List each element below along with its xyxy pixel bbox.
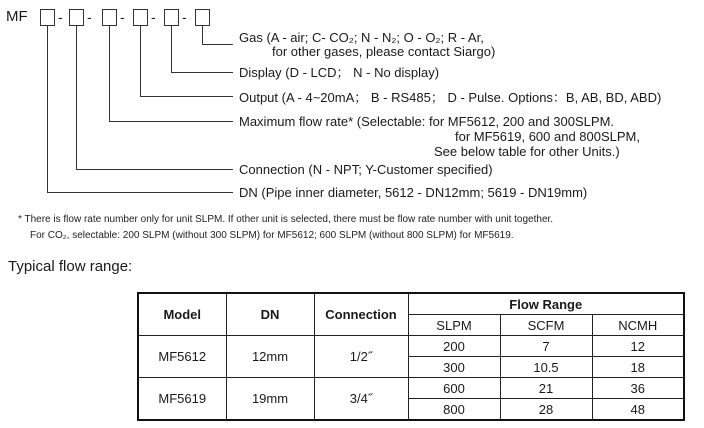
cell-scfm: 28 [500, 399, 592, 421]
section-title: Typical flow range: [8, 258, 133, 275]
label-output: Output (A - 4~20mA； B - RS485； D - Pulse. Options：B, AB, BD, ABD) [239, 90, 662, 105]
cell-slpm: 800 [408, 399, 500, 421]
cell-dn: 19mm [226, 378, 314, 421]
cell-scfm: 21 [500, 378, 592, 399]
header-model: Model [138, 293, 226, 336]
header-connection: Connection [314, 293, 408, 336]
code-box-gas [195, 9, 210, 26]
cell-scfm: 7 [500, 336, 592, 357]
code-separator: - [120, 9, 125, 25]
label-flow-other-units: See below table for other Units.) [434, 144, 620, 159]
cell-model: MF5619 [138, 378, 226, 421]
cell-connection: 3/4˝ [314, 378, 408, 421]
cell-dn: 12mm [226, 336, 314, 378]
table-row [138, 336, 684, 357]
code-box-display [164, 9, 179, 26]
footnote-line-2: For CO₂, selectable: 200 SLPM (without 300 SLPM) for MF5612; 600 SLPM (without 800 SLPM) for MF5619. [30, 230, 514, 241]
code-separator: - [58, 9, 63, 25]
header-dn: DN [226, 293, 314, 336]
code-box-output [133, 9, 148, 26]
label-gas-contact: for other gases, please contact Siargo) [272, 44, 496, 59]
code-separator: - [87, 9, 92, 25]
label-max-flow-rate: Maximum flow rate* (Selectable: for MF5612, 200 and 300SLPM. [239, 114, 615, 129]
table-row [138, 378, 684, 399]
label-flow-mf5619: for MF5619, 600 and 800SLPM, [455, 129, 641, 144]
flow-range-table [137, 292, 685, 421]
header-ncmh: NCMH [592, 315, 684, 336]
cell-ncmh: 36 [592, 378, 684, 399]
header-flow-range: Flow Range [408, 293, 684, 315]
label-connection: Connection (N - NPT; Y-Customer specified) [239, 162, 493, 177]
model-code-prefix: MF [6, 8, 28, 25]
header-scfm: SCFM [500, 315, 592, 336]
cell-slpm: 300 [408, 357, 500, 378]
leader-line-dn [47, 26, 233, 193]
code-separator: - [151, 9, 156, 25]
cell-slpm: 600 [408, 378, 500, 399]
header-slpm: SLPM [408, 315, 500, 336]
label-gas: Gas (A - air; C- CO₂; N - N₂; O - O₂; R - Ar, [239, 30, 484, 45]
cell-connection: 1/2˝ [314, 336, 408, 378]
cell-ncmh: 18 [592, 357, 684, 378]
cell-ncmh: 12 [592, 336, 684, 357]
label-display: Display (D - LCD； N - No display) [239, 65, 440, 80]
code-box-dn [40, 9, 55, 26]
cell-ncmh: 48 [592, 399, 684, 421]
cell-slpm: 200 [408, 336, 500, 357]
label-dn: DN (Pipe inner diameter, 5612 - DN12mm; 5619 - DN19mm) [239, 185, 588, 200]
code-box-connection [69, 9, 84, 26]
code-box-flow-rate [102, 9, 117, 26]
code-separator: - [182, 9, 187, 25]
cell-scfm: 10.5 [500, 357, 592, 378]
cell-model: MF5612 [138, 336, 226, 378]
footnote-line-1: * There is flow rate number only for unit SLPM. If other unit is selected, there must be flow rate number with unit together. [18, 214, 554, 225]
